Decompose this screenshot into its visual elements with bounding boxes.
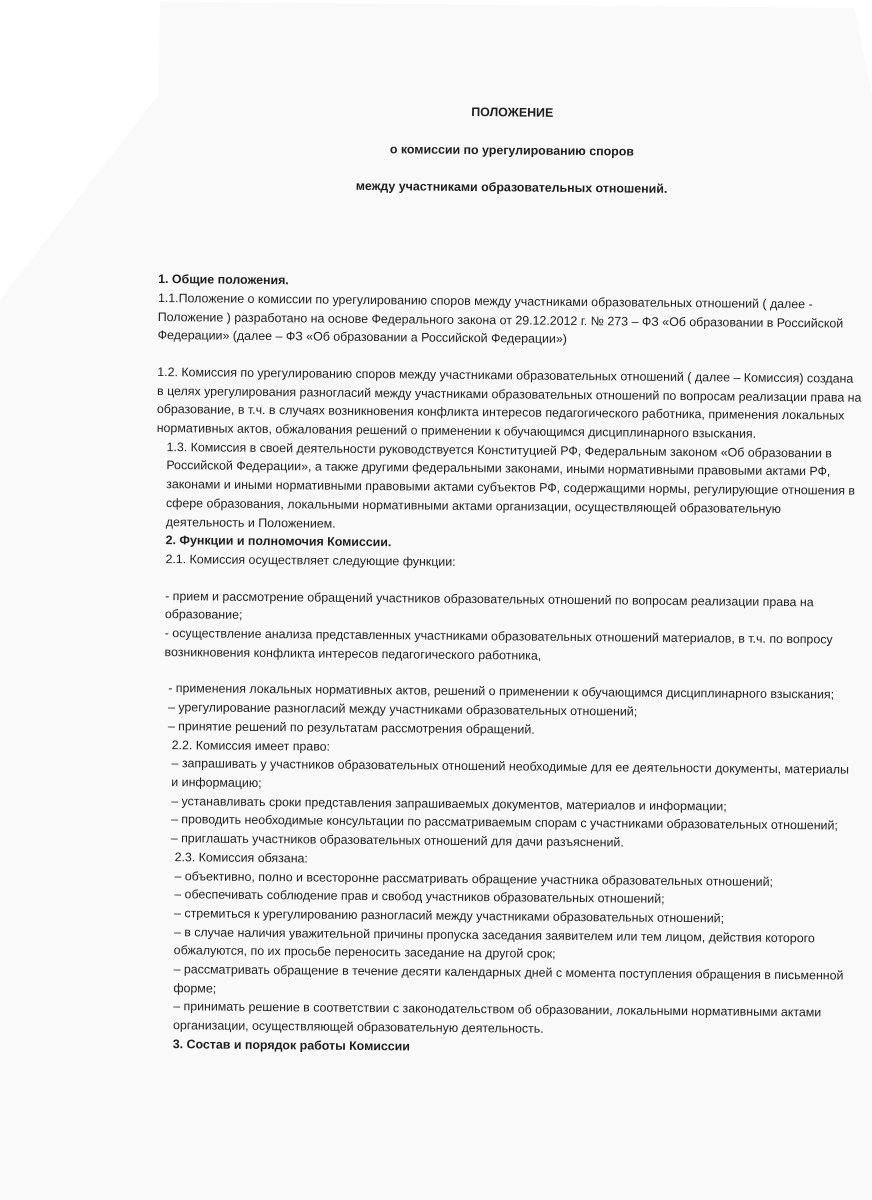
duty-item-5: – рассматривать обращение в течение десяти календарных дней с момента поступления обращения в письменной форме;: [173, 962, 844, 996]
document-body: [150, 88, 865, 1135]
duty-item-6: – принимать решение в соответствии с законодательством об образовании, локальными нормативными актами организации, осуществляющей образовательную деятельность.: [172, 999, 822, 1036]
section-3-heading: 3. Состав и порядок работы Комиссии: [172, 1036, 410, 1054]
paragraph-2-2: 2.2. Комиссия имеет право:: [171, 737, 331, 754]
right-item-1: – запрашивать у участников образовательных отношений необходимые для ее деятельности документы, материалы и информацию;: [171, 756, 850, 790]
duty-item-4: – в случае наличия уважительной причины пропуска заседания заявителем или тем лицом, действия которого обжалуются, по их просьбе переносить заседание на другой срок;: [173, 924, 815, 962]
paragraph-1-2: 1.2. Комиссия по урегулированию споров между участниками образовательных отношений ( далее – Комиссия) создана в целях урегулирования разногласий между участниками образовательных отношений по вопросам реализации права на образование, в т.ч. в случаях возникновения конфликта интересов педагогического работника, применения локальных нормативных актов, обжалования решений о применении к обучающимся дисциплинарного взыскания.: [156, 364, 862, 441]
paragraph-2-1: 2.1. Комиссия осуществляет следующие функции:: [165, 552, 456, 569]
doc-subtitle-line1: о комиссии по урегулированию споров: [389, 141, 635, 159]
paragraph-1-3: 1.3. Комиссия в своей деятельности руководствуется Конституцией РФ, Федеральным законом «Об образовании в Российской Федерации», а также другими федеральными законами, иными нормативными правовыми актами РФ, законами и иными нормативными правовыми актами субъектов РФ, содержащими нормы, регулирующие отношения в сфере образования, локальными нормативными актами организации, осуществляющей образовательную деятельность и Положением.: [165, 439, 856, 531]
doc-title: ПОЛОЖЕНИЕ: [471, 104, 554, 120]
doc-subtitle-line2: между участниками образовательных отношений.: [355, 179, 668, 197]
right-item-4: – приглашать участников образовательных отношений для дачи разъяснений.: [170, 831, 624, 850]
function-item-2: - осуществление анализа представленных участниками образовательных отношений материалов, в т.ч. по вопросу возникновения конфликта интересов педагогического работника,: [164, 626, 833, 663]
paragraph-2-3: 2.3. Комиссия обязана:: [174, 849, 308, 866]
duty-item-3: – стремиться к урегулированию разногласий между участниками образовательных отношений;: [174, 906, 725, 926]
paragraph-1-1: 1.1.Положение о комиссии по урегулированию споров между участниками образовательных отношений ( далее - Положение ) разработано на основе Федерального закона от 29.12.2012 г. № 273 – ФЗ «Об образовании в Российской Федерации» (далее – ФЗ «Об образовании а Российской Федерации»): [157, 290, 844, 347]
function-item-3: - применения локальных нормативных актов, решений о применении к обучающимся дисциплинарного взыскания;: [168, 681, 835, 702]
right-item-3: – проводить необходимые консультации по рассматриваемым спорам с участниками образовательных отношений;: [170, 812, 838, 833]
right-item-2: – устанавливать сроки представления запрашиваемых документов, материалов и информации;: [171, 793, 727, 814]
function-item-1: - прием и рассмотрение обращений участников образовательных отношений по вопросам реализации права на образование;: [164, 588, 814, 623]
section-2-heading: 2. Функции и полномочия Комиссии.: [165, 533, 392, 550]
section-1-heading: 1. Общие положения.: [158, 272, 289, 288]
function-item-5: – принятие решений по результатам рассмотрения обращений.: [167, 718, 535, 737]
duty-item-1: – объективно, полно и всесторонне рассматривать обращение участника образовательных отношений;: [174, 868, 774, 889]
duty-item-2: – обеспечивать соблюдение прав и свобод участников образовательных отношений;: [174, 887, 665, 907]
function-item-4: – урегулирование разногласий между участниками образовательных отношений;: [167, 700, 638, 719]
